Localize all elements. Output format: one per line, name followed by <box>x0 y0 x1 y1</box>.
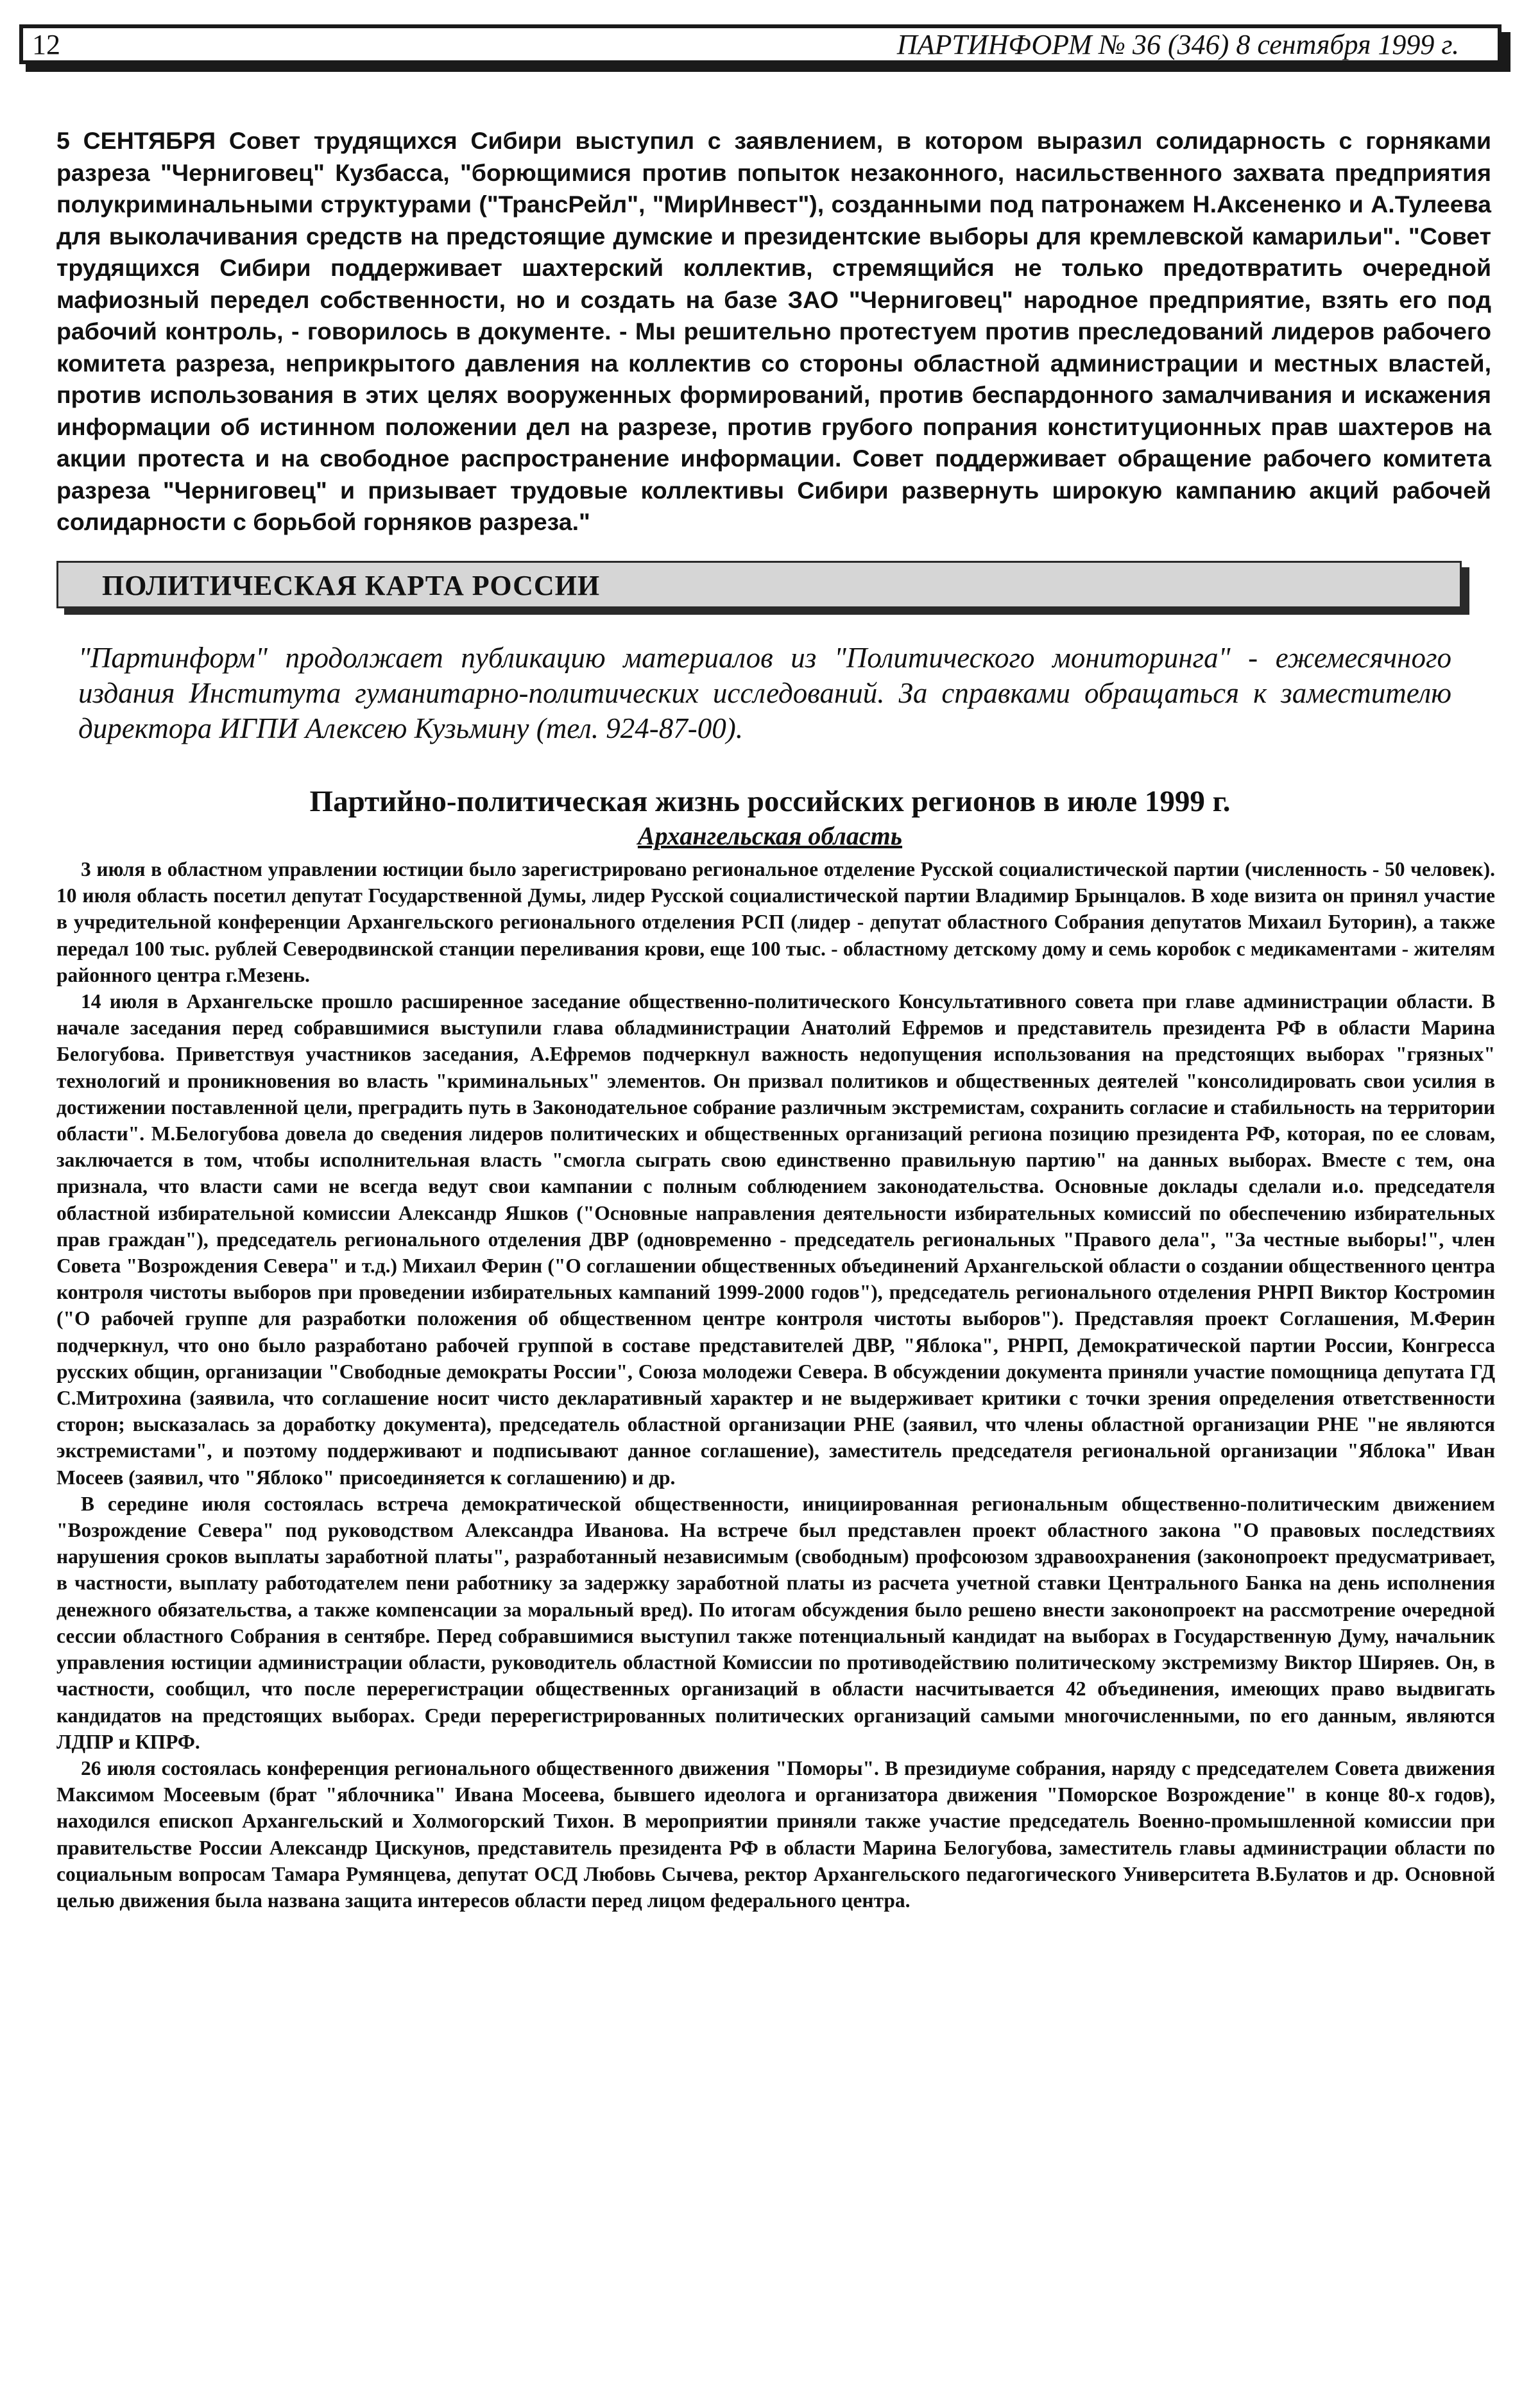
article-title: Партийно-политическая жизнь российских регионов в июле 1999 г. <box>309 785 1231 818</box>
issue-line: ПАРТИНФОРМ № 36 (346) 8 сентября 1999 г. <box>896 29 1459 60</box>
article-paragraph: 3 июля в областном управлении юстиции было зарегистрировано региональное отделение Русской социалистической партии (численность - 50 человек). 10 июля область посетил депутат Государственной Думы, лидер Русской социалистической партии Владимир Брынцалов. В ходе визита он принял участие в учредительной конференции Архангельского регионального отделения РСП (лидер - депутат областного Собрания депутатов Михаил Буторин), а также передал 100 тыс. рублей Северодвинской станции переливания крови, еще 100 тыс. - областному детскому дому и семь коробок с медикаментами - жителям районного центра г.Мезень. <box>56 858 1495 986</box>
lead-paragraph: 5 СЕНТЯБРЯ Совет трудящихся Сибири выступил с заявлением, в котором выразил солидарность с горняками разреза "Черниговец" Кузбасса, "борющимися против попыток незаконного, насильственного захвата предприятия полукриминальными структурами ("ТрансРейл", "МирИнвест"), созданными под патронажем Н.Аксененко и А.Тулеева для выколачивания средств на предстоящие думские и президентские выборы для кремлевской камарильи". "Совет трудящихся Сибири поддерживает шахтерский коллектив, стремящийся не только предотвратить очередной мафиозный передел собственности, но и создать на базе ЗАО "Черниговец" народное предприятие, взять его под рабочий контроль, - говорилось в документе. - Мы решительно протестуем против преследований лидеров рабочего комитета разреза, неприкрытого давления на коллектив со стороны областной администрации и местных властей, против использования в этих целях вооруженных формирований, против беспардонного замалчивания и искажения информации об истинном положении дел на разрезе, против грубого попрания конституционных прав шахтеров на акции протеста и на свободное распространение информации. Совет поддерживает обращение рабочего комитета разреза "Черниговец" и призывает трудовые коллективы Сибири развернуть широкую кампанию акций рабочей солидарности с борьбой горняков разреза." <box>56 127 1491 535</box>
article-paragraph: В середине июля состоялась встреча демократической общественности, инициированная региональным общественно-политическим движением "Возрождение Севера" под руководством Александра Иванова. На встрече был представлен проект областного закона "О правовых последствиях нарушения сроков выплаты заработной платы", разработанный независимым (свободным) профсоюзом здравоохранения (законопроект предусматривает, в частности, выплату работодателем пени работнику за задержку заработной платы из расчета учетной ставки Центрального Банка на день исполнения денежного обязательства, а также компенсации за моральный вред). По итогам обсуждения было решено внести законопроект на рассмотрение очередной сессии областного Собрания в сентябре. Перед собравшимися выступил также потенциальный кандидат на выборах в Государственную Думу, начальник управления юстиции администрации области, руководитель областной Комиссии по противодействию политическому экстремизму Виктор Ширяев. Он, в частности, сообщил, что после перерегистрации общественных организаций в области насчитывается 42 объединения, имеющих право выдвигать кандидатов на предстоящих выборах. Среди перерегистрированных политических организаций самыми многочисленными, по его данным, являются ЛДПР и КПРФ. <box>56 1492 1495 1753</box>
region-title: Архангельская область <box>637 821 903 850</box>
article-body <box>56 856 1495 1914</box>
page-header <box>19 24 1502 64</box>
section-header <box>56 561 1462 608</box>
section-intro: "Партинформ" продолжает публикацию материалов из "Политического мониторинга" - ежемесячного издания Института гуманитарно-политических исследований. За справками обращаться к заместителю директора ИГПИ Алексею Кузьмину (тел. 924-87-00). <box>78 642 1451 744</box>
page-number: 12 <box>32 29 60 60</box>
section-title: ПОЛИТИЧЕСКАЯ КАРТА РОССИИ <box>102 570 601 601</box>
article-paragraph: 26 июля состоялась конференция регионального общественного движения "Поморы". В президиуме собрания, наряду с председателем Совета движения Максимом Мосеевым (брат "яблочника" Ивана Мосеева, бывшего идеолога и организатора движения "Поморское Возрождение" в конце 80-х годов), находился епископ Архангельский и Холмогорский Тихон. В мероприятии приняли также участие председатель Военно-промышленной комиссии при правительстве России Александр Цискунов, представитель президента РФ в области Марина Белогубова, заместитель главы администрации области по социальным вопросам Тамара Румянцева, депутат ОСД Любовь Сычева, ректор Архангельского педагогического Университета В.Булатов и др. Основной целью движения была названа защита интересов области перед лицом федерального центра. <box>56 1756 1495 1912</box>
article-paragraph: 14 июля в Архангельске прошло расширенное заседание общественно-политического Консультативного совета при главе администрации области. В начале заседания перед собравшимися выступили глава обладминистрации Анатолий Ефремов и представитель президента РФ в области Марина Белогубова. Приветствуя участников заседания, А.Ефремов подчеркнул важность недопущения использования на предстоящих выборах "грязных" технологий и проникновения во власть "криминальных" элементов. Он призвал политиков и общественных деятелей "консолидировать свои усилия в достижении поставленной цели, преградить путь в Законодательное собрание различным экстремистам, сохранить согласие и стабильность на территории области". М.Белогубова довела до сведения лидеров политических и общественных организаций региона позицию президента РФ, которая, по ее словам, заключается в том, чтобы исполнительная власть "смогла сыграть свою единственно правильную партию" на данных выборах. Вместе с тем, она признала, что власти сами не всегда ведут свои кампании с полным соблюдением законодательства. Основные доклады сделали и.о. председателя областной избирательной комиссии Александр Яшков ("Основные направления деятельности избирательных комиссий по обеспечению избирательных прав граждан"), председатель регионального отделения ДВР (одновременно - председатель региональных "Правого дела", "За честные выборы!", член Совета "Возрождения Севера" и т.д.) Михаил Ферин ("О соглашении общественных объединений Архангельской области о создании общественного центра контроля чистоты выборов при проведении избирательных кампаний 1999-2000 годов"), председатель регионального отделения РНРП Виктор Костромин ("О рабочей группе для разработки положения об общественном центре контроля чистоты выборов"). Представляя проект Соглашения, М.Ферин подчеркнул, что оно было разработано рабочей группой в составе представителей ДВР, "Яблока", РНРП, Демократической партии России, Конгресса русских общин, организации "Свободные демократы России", Союза молодежи Севера. В обсуждении документа приняли участие помощница депутата ГД С.Митрохина (заявила, что соглашение носит чисто декларативный характер и не выдерживает критики с точки зрения определения ответственности сторон; высказалась за доработку документа), председатель областной организации РНЕ (заявил, что члены областной организации РНЕ "не являются экстремистами", и поэтому поддерживают и подписывают данное соглашение), заместитель председателя региональной организации "Яблока" Иван Мосеев (заявил, что "Яблоко" присоединяется к соглашению) и др. <box>56 990 1495 1489</box>
